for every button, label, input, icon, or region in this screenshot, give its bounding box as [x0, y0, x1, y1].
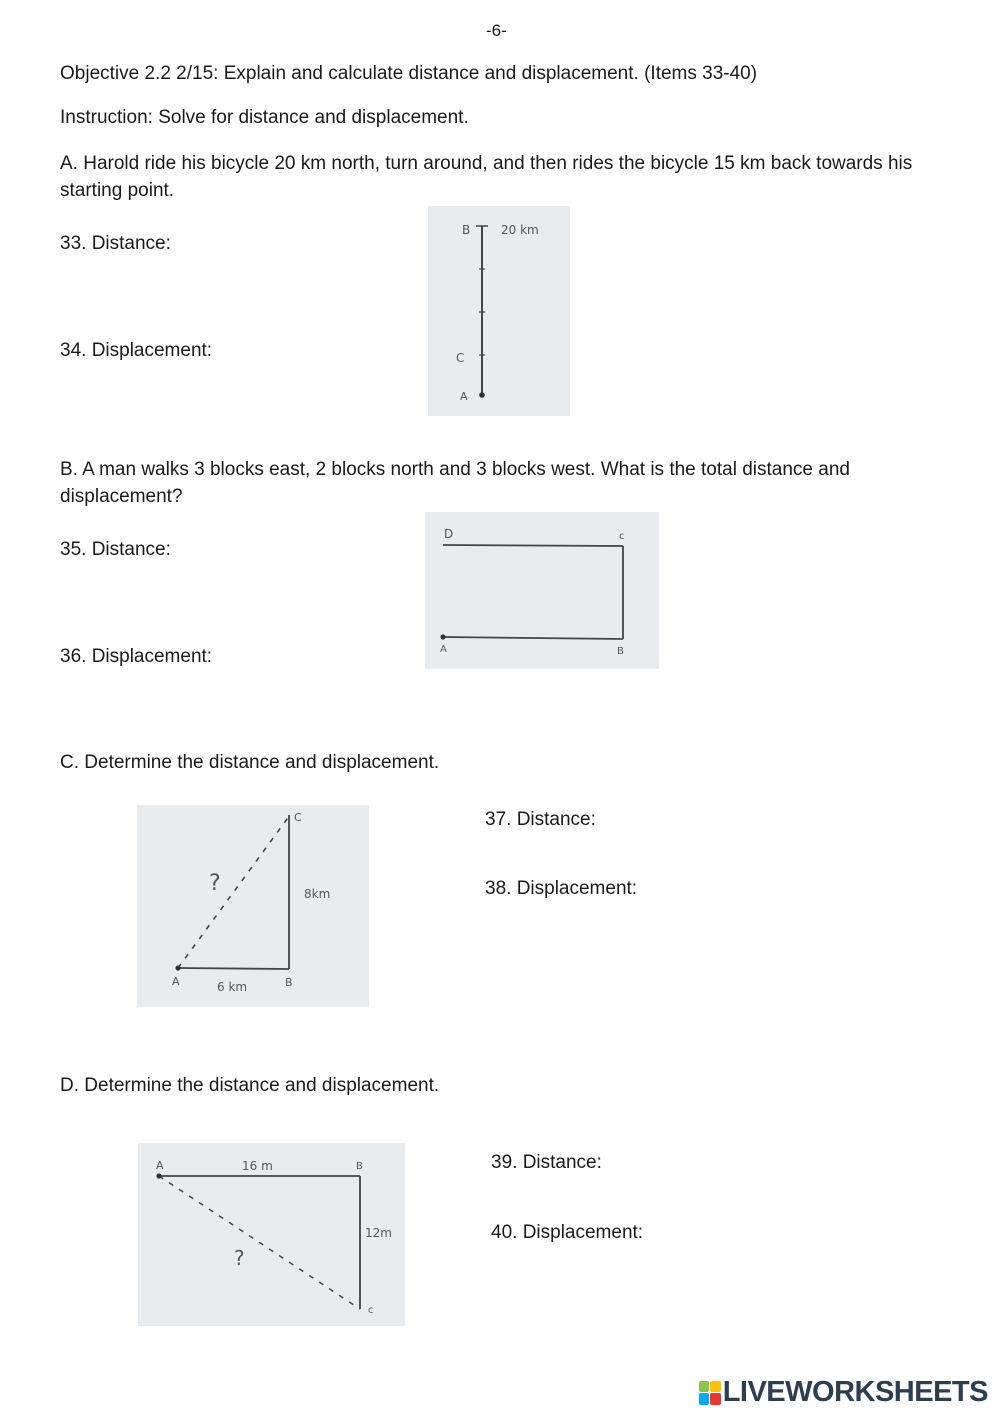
logo-square-2	[710, 1381, 721, 1393]
start-point-a	[479, 392, 485, 398]
unknown-mark: ?	[209, 871, 221, 896]
label-b: B	[462, 223, 471, 237]
label-12m: 12m	[365, 1226, 392, 1240]
problem-b-text: B. A man walks 3 blocks east, 2 blocks north and 3 blocks west. What is the total distance and displacement?	[60, 459, 850, 507]
question-36-label: 36. Displacement:	[60, 646, 213, 667]
label-b: B	[285, 976, 293, 989]
start-point-a	[440, 634, 445, 639]
label-b: B	[617, 646, 624, 657]
problem-a-text: A. Harold ride his bicycle 20 km north, turn around, and then rides the bicycle 15 km back towards his starting point.	[60, 153, 913, 201]
displacement-dashed-line	[178, 815, 290, 968]
question-39-label: 39. Distance:	[491, 1152, 602, 1173]
question-35-label: 35. Distance:	[60, 539, 171, 560]
figure-c-right-triangle	[137, 805, 369, 1007]
logo-square-4	[710, 1393, 721, 1405]
path-top	[443, 545, 623, 546]
instruction-text: Instruction: Solve for distance and displacement.	[60, 107, 469, 128]
label-c: c	[619, 531, 625, 542]
page-number: -6-	[486, 21, 507, 40]
label-16m: 16 m	[242, 1159, 273, 1173]
liveworksheets-logo-icon	[699, 1381, 721, 1405]
label-20km: 20 km	[501, 223, 539, 237]
objective-text: Objective 2.2 2/15: Explain and calculate distance and displacement. (Items 33-40)	[60, 63, 758, 84]
label-a: A	[460, 390, 468, 403]
label-d: D	[444, 527, 454, 541]
logo-square-1	[699, 1381, 710, 1393]
question-33-label: 33. Distance:	[60, 233, 171, 254]
label-c: C	[294, 811, 302, 824]
question-40-label: 40. Displacement:	[491, 1222, 644, 1243]
label-b: B	[356, 1161, 363, 1172]
logo-square-3	[699, 1393, 710, 1405]
displacement-dashed-line	[159, 1176, 360, 1309]
label-a: A	[440, 644, 447, 655]
start-point-a	[156, 1173, 161, 1178]
label-8km: 8km	[304, 887, 331, 901]
figure-d-right-triangle	[138, 1143, 405, 1326]
label-c: c	[368, 1305, 374, 1316]
figure-a-bicycle-path	[428, 206, 570, 416]
question-34-label: 34. Displacement:	[60, 340, 213, 361]
figure-b-blocks-path	[425, 512, 659, 669]
label-c: C	[456, 351, 465, 365]
label-a: A	[172, 975, 180, 988]
question-38-label: 38. Displacement:	[485, 878, 638, 899]
start-point-a	[175, 965, 180, 970]
question-37-label: 37. Distance:	[485, 809, 596, 830]
horizontal-side	[178, 968, 289, 969]
liveworksheets-brand-text: LIVEWORKSHEETS	[722, 1376, 988, 1408]
liveworksheets-logo[interactable]	[699, 1376, 988, 1409]
unknown-mark: ?	[234, 1246, 245, 1270]
path-bottom	[443, 637, 623, 639]
label-a: A	[156, 1159, 164, 1172]
label-6km: 6 km	[217, 980, 248, 994]
problem-c-text: C. Determine the distance and displacement.	[60, 752, 440, 773]
problem-d-text: D. Determine the distance and displacement.	[60, 1075, 440, 1096]
